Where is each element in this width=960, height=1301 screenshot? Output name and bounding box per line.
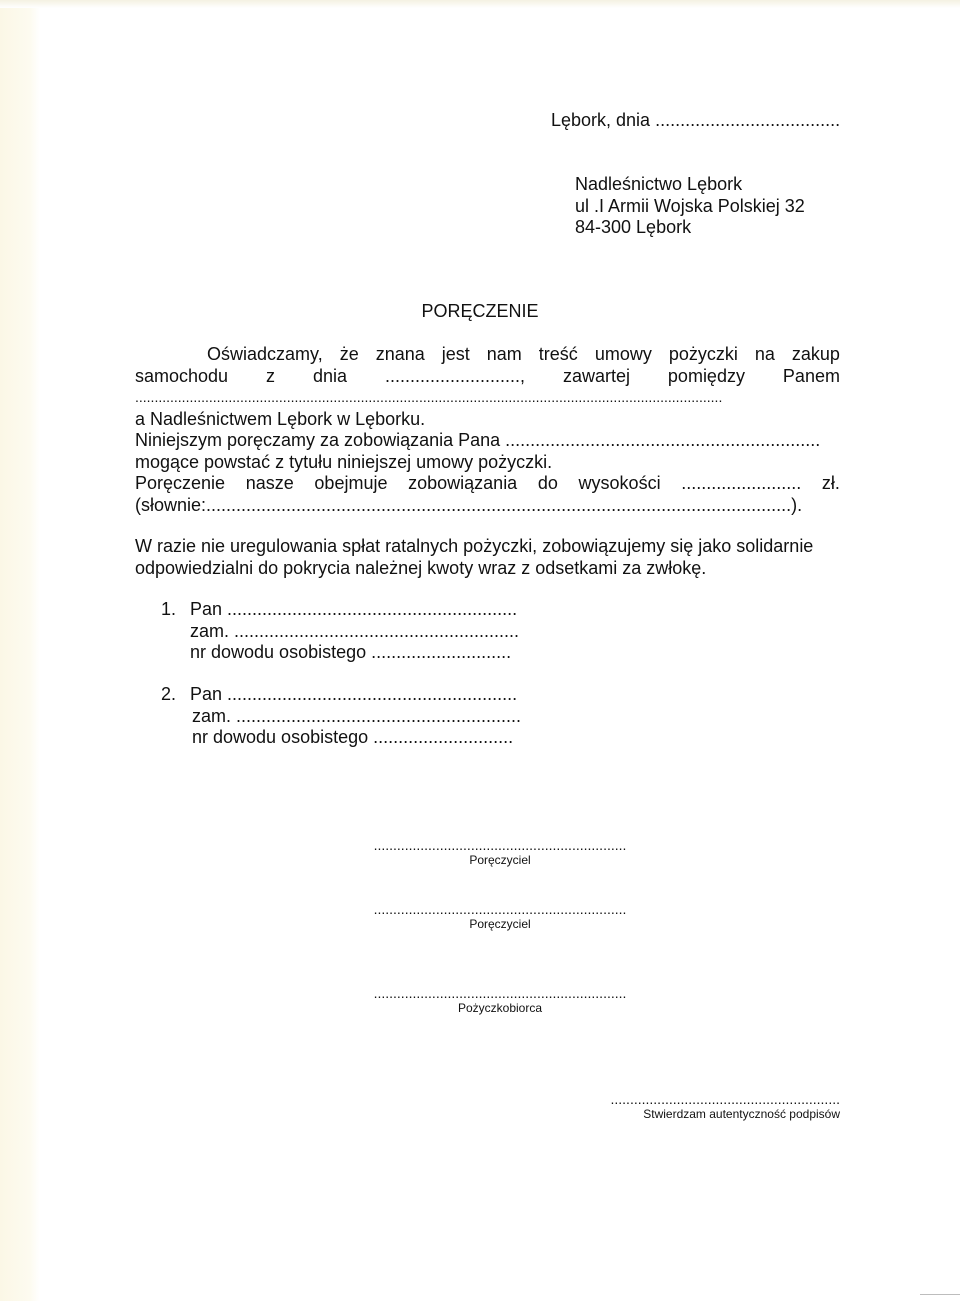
place-date: Lębork, dnia ..................................... (551, 110, 841, 130)
word: zawartej (562, 366, 630, 386)
signature-label: Pożyczkobiorca (457, 1001, 543, 1015)
signature-label: Poręczyciel (469, 853, 531, 867)
signature-label: Stwierdzam autentyczność podpisów (643, 1107, 840, 1121)
word: nasze (245, 473, 294, 493)
word: na (754, 344, 775, 364)
word: do (537, 473, 558, 493)
recipient-line-3: 84-300 Lębork (575, 217, 692, 237)
signature-guarantor-2 (330, 902, 670, 932)
signature-line: ................................................................. (373, 901, 627, 917)
signature-borrower (330, 986, 670, 1016)
word: nam (486, 344, 522, 364)
paragraph-2-line-1: Niniejszym poręczamy za zobowiązania Pana ............................................................... (135, 430, 821, 450)
word: dnia (312, 366, 347, 386)
word: Poręczenie (135, 473, 226, 493)
paragraph-3-line-1 (135, 472, 840, 494)
currency: zł. (821, 473, 840, 493)
word: pożyczki (668, 344, 738, 364)
paragraph-1-line-4: a Nadleśnictwem Lębork w Lęborku. (135, 409, 426, 429)
amount-in-words: (słownie:.....................................................................................................................). (135, 495, 803, 515)
word: Panem (782, 366, 840, 386)
signature-line: ................................................................. (373, 837, 627, 853)
word: obejmuje (314, 473, 388, 493)
guarantor-id-number: nr dowodu osobistego ............................ (190, 642, 512, 662)
signature-authentication (496, 1092, 840, 1122)
guarantor-number: 1. (161, 599, 177, 619)
signature-label: Poręczyciel (469, 917, 531, 931)
word: że (339, 344, 359, 364)
borrower-name-blank: ....................................................................................................................................................... (135, 389, 723, 405)
paragraph-4-line-1: W razie nie uregulowania spłat ratalnych pożyczki, zobowiązujemy się jako solidarnie (135, 536, 814, 556)
word: pomiędzy (667, 366, 745, 386)
word: samochodu (135, 366, 229, 386)
scan-top-edge (0, 0, 960, 8)
document-title: PORĘCZENIE (421, 301, 539, 321)
paragraph-2-line-2: mogące powstać z tytułu niniejszej umowy pożyczki. (135, 452, 553, 472)
word: umowy (594, 344, 652, 364)
guarantor-name: Pan .......................................................... (190, 599, 518, 619)
word: zakup (791, 344, 840, 364)
paragraph-1-line-2 (135, 365, 840, 387)
guarantor-number: 2. (161, 684, 177, 704)
scan-bottom-mark (920, 1294, 960, 1295)
paragraph-4-line-2: odpowiedzialni do pokrycia należnej kwoty wraz z odsetkami za zwłokę. (135, 558, 707, 578)
recipient-line-2: ul .I Armii Wojska Polskiej 32 (575, 196, 805, 216)
date-blank: ..........................., (384, 366, 525, 386)
word: wysokości (578, 473, 661, 493)
amount-blank: ........................ (681, 473, 802, 493)
word: zobowiązania (408, 473, 518, 493)
guarantor-id-number: nr dowodu osobistego ............................ (192, 727, 514, 747)
word: Oświadczamy, (207, 344, 323, 364)
guarantor-address: zam. ......................................................... (192, 706, 522, 726)
word: z (266, 366, 276, 386)
signature-line: ................................................................. (373, 985, 627, 1001)
scan-left-edge (0, 0, 40, 1301)
signature-line: ........................................................... (610, 1091, 840, 1107)
word: treść (538, 344, 578, 364)
recipient-line-1: Nadleśnictwo Lębork (575, 174, 743, 194)
word: jest (441, 344, 470, 364)
paragraph-1-line-1 (207, 343, 840, 365)
word: znana (375, 344, 425, 364)
signature-guarantor-1 (330, 838, 670, 868)
guarantor-name: Pan .......................................................... (190, 684, 518, 704)
guarantor-address: zam. ......................................................... (190, 621, 520, 641)
